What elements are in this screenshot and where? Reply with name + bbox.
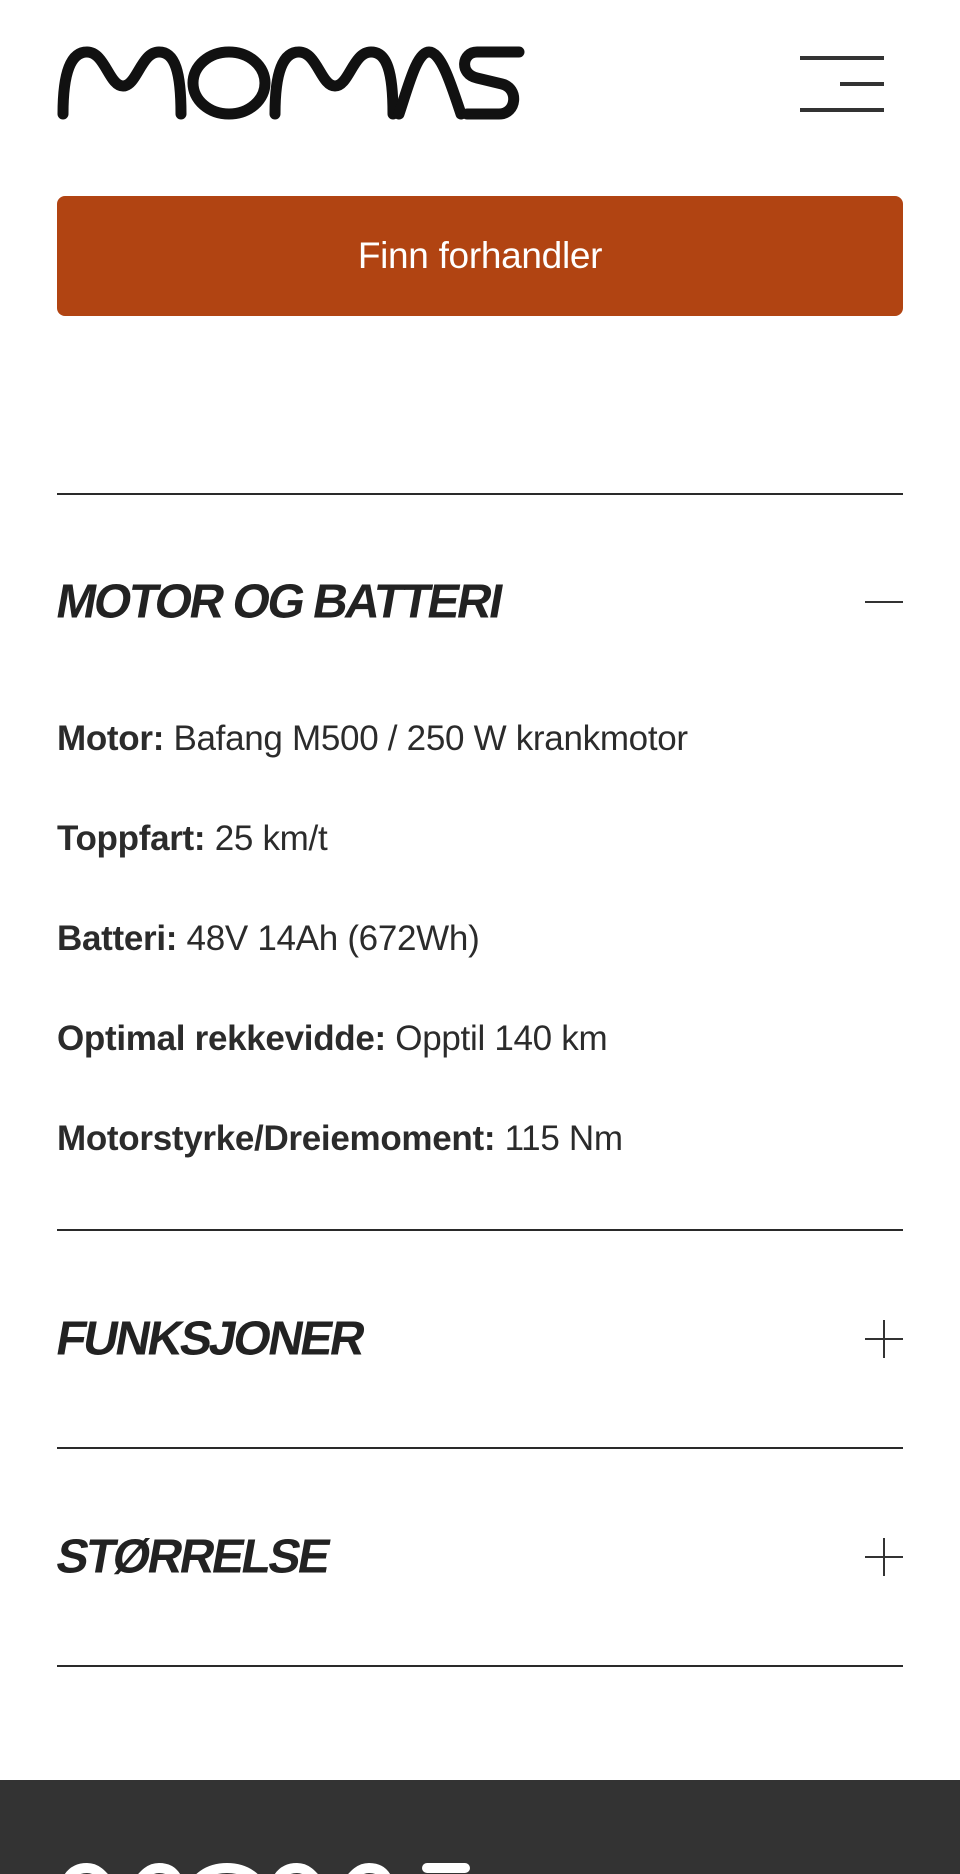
spec-label: Optimal rekkevidde: — [57, 1019, 386, 1058]
spec-row-top-speed — [57, 819, 903, 859]
divider — [57, 1665, 903, 1667]
minus-icon[interactable] — [865, 583, 903, 621]
plus-icon[interactable] — [865, 1320, 903, 1358]
spec-value: 25 km/t — [205, 819, 328, 858]
site-footer — [0, 1780, 960, 1874]
spec-row-range — [57, 1019, 903, 1059]
accordion-header-functions[interactable] — [52, 1231, 903, 1447]
menu-button[interactable] — [796, 54, 888, 114]
spec-label: Batteri: — [57, 919, 178, 958]
accordion-title: FUNKSJONER — [52, 1312, 368, 1366]
spec-value: 115 Nm — [495, 1119, 623, 1158]
plus-icon[interactable] — [865, 1538, 903, 1576]
spec-label: Motorstyrke/Dreiemoment: — [57, 1119, 496, 1158]
site-header — [0, 0, 960, 170]
spec-value: Bafang M500 / 250 W krankmotor — [164, 719, 688, 758]
spec-row-motor — [57, 719, 903, 759]
spec-row-battery — [57, 919, 903, 959]
momas-logo-icon — [57, 1862, 477, 1874]
accordion-body-motor-battery — [57, 709, 903, 1229]
spec-label: Toppfart: — [57, 819, 206, 858]
accordion-header-size[interactable] — [52, 1449, 903, 1665]
accordion-header-motor-battery[interactable] — [52, 495, 903, 709]
accordion-title: MOTOR OG BATTERI — [52, 575, 506, 629]
spec-value: Opptil 140 km — [385, 1019, 608, 1058]
momas-logo-icon — [57, 44, 527, 122]
spec-value: 48V 14Ah (672Wh) — [177, 919, 480, 958]
spec-label: Motor: — [57, 719, 165, 758]
spec-accordion — [52, 493, 903, 1667]
footer-logo — [57, 1862, 477, 1874]
spec-row-torque — [57, 1119, 903, 1159]
hamburger-menu-icon — [796, 54, 888, 114]
find-dealer-button[interactable]: Finn forhandler — [57, 196, 903, 316]
accordion-title: STØRRELSE — [52, 1530, 333, 1584]
momas-logo[interactable] — [57, 44, 527, 122]
